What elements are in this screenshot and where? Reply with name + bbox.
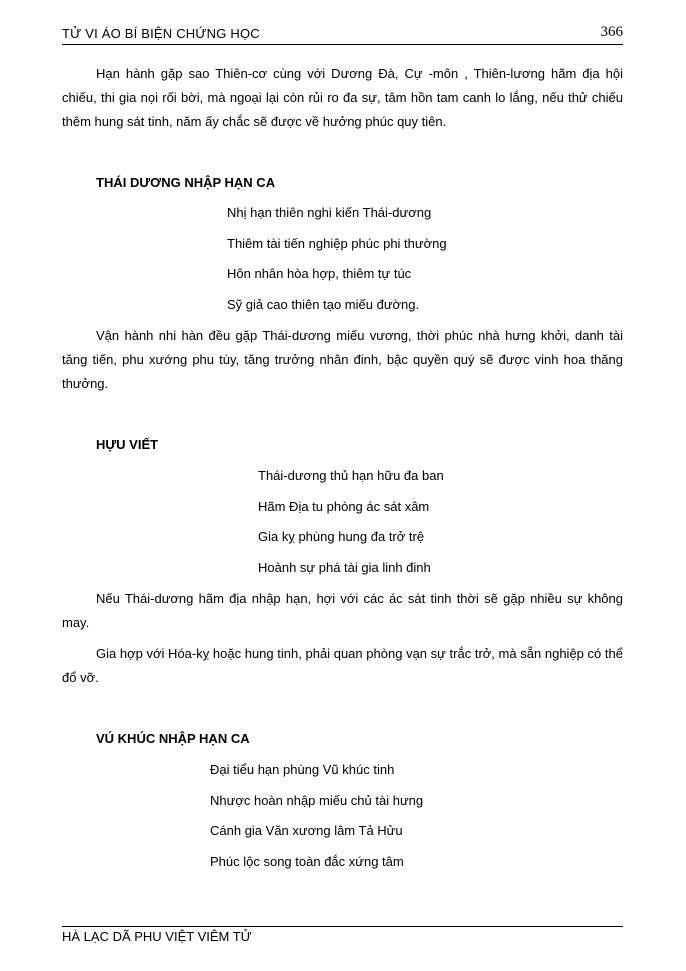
verse-line: Nhược hoàn nhập miếu chủ tài hưng	[210, 793, 424, 808]
section-heading-vu-khuc: VÚ KHÚC NHẬP HẠN CA	[96, 731, 250, 746]
verse-line: Nhị hạn thiên nghi kiến Thái-dương	[227, 205, 432, 220]
verse-line: Gia kỵ phùng hung đa trở trệ	[258, 529, 425, 544]
page-footer	[62, 926, 623, 944]
author-name: HÀ LẠC DÃ PHU VIỆT VIÊM TỬ	[62, 929, 252, 944]
paragraph-thien-co: Hạn hành gặp sao Thiên-cơ cùng với Dương Đà, Cự -môn , Thiên-lương hãm địa hội chiếu, thi gia nọi rối bời, mà ngoại lại còn rủi ro đa sự, tâm hồn tam canh lo lắng, nếu thử chiếu thêm hung sát tinh, năm ấy chắc sẽ được về hưởng phúc quy tiên.	[62, 66, 623, 129]
verse-line: Sỹ giả cao thiên tạo miếu đường.	[227, 297, 420, 312]
verse-line: Cánh gia Văn xương lâm Tả Hửu	[210, 823, 403, 838]
paragraph-hoa-ky: Gia hợp với Hóa-kỵ hoặc hung tinh, phải quan phòng vạn sự trắc trở, mà sẵn nghiệp có thể đổ vỡ.	[62, 646, 623, 685]
section-heading-thai-duong: THÁI DƯƠNG NHẬP HẠN CA	[96, 175, 276, 190]
verse-line: Hoành sự phá tài gia linh đinh	[258, 560, 431, 575]
page-header	[62, 22, 623, 45]
page-number: 366	[600, 24, 623, 40]
verse-line: Hãm Địa tu phòng ác sát xâm	[258, 499, 430, 514]
verse-line: Đại tiểu hạn phùng Vũ khúc tinh	[210, 762, 395, 777]
verse-line: Phúc lộc song toàn đắc xứng tâm	[210, 854, 404, 869]
verse-line: Hôn nhân hòa hợp, thiêm tự túc	[227, 266, 412, 281]
verse-line: Thái-dương thủ hạn hữu đa ban	[258, 468, 444, 483]
paragraph-thai-duong-mieu: Vận hành nhi hàn đều gặp Thái-dương miếu vương, thời phúc nhà hưng khởi, danh tài tăng tiến, phu xướng phu tùy, tăng trưởng nhân đinh, bậc quyền quý sẽ được vinh hoa thăng thưởng.	[62, 328, 623, 391]
paragraph-thai-duong-ham: Nếu Thái-dương hãm địa nhập hạn, hợi với các ác sát tinh thời sẽ gặp nhiều sự không may.	[62, 591, 623, 630]
book-title: TỬ VI ÁO BÍ BIỆN CHỨNG HỌC	[62, 26, 260, 41]
section-heading-huu-viet: HỰU VIẾT	[96, 437, 159, 452]
verse-line: Thiêm tài tiến nghiệp phúc phi thường	[227, 236, 447, 251]
